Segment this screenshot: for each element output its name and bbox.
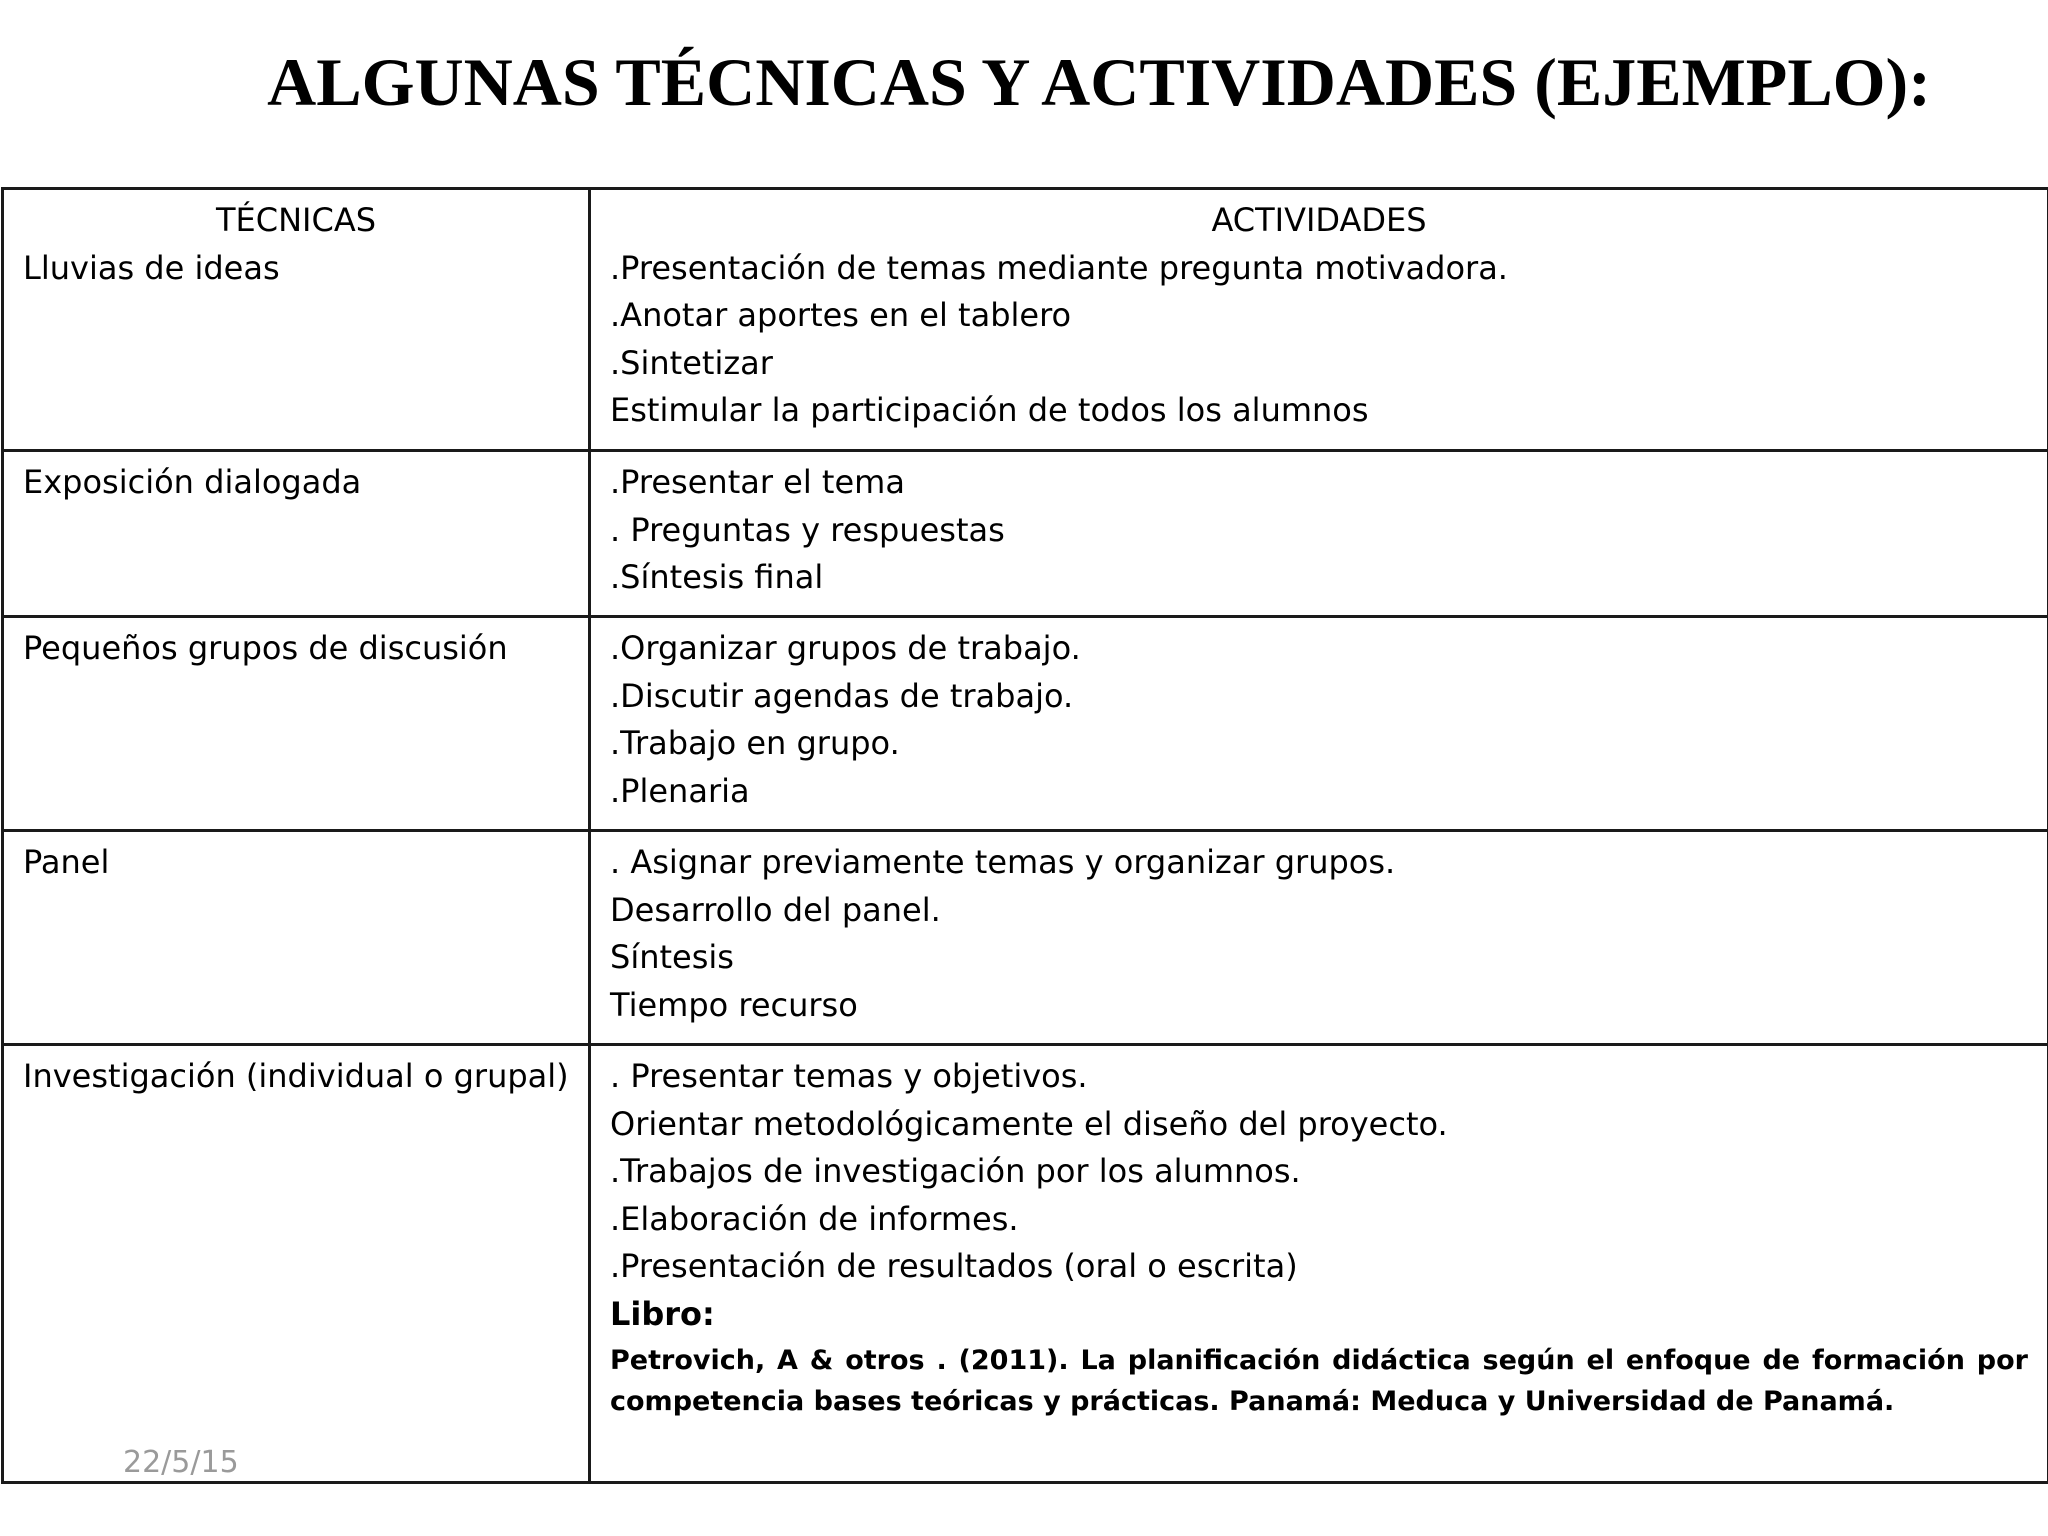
activity-item: Desarrollo del panel. bbox=[610, 890, 941, 929]
slide-title: ALGUNAS TÉCNICAS Y ACTIVIDADES (EJEMPLO): bbox=[267, 44, 1931, 120]
activities-cell bbox=[590, 831, 2048, 1045]
technique-cell bbox=[3, 1045, 590, 1483]
activity-item: .Anotar aportes en el tablero bbox=[610, 296, 1072, 334]
technique-cell bbox=[3, 189, 590, 451]
activity-item: .Trabajos de investigación por los alumnos. bbox=[610, 1152, 1301, 1190]
activities-cell bbox=[590, 617, 2048, 831]
technique-cell bbox=[3, 617, 590, 831]
table-row bbox=[3, 831, 2048, 1045]
activity-item: .Organizar grupos de trabajo. bbox=[610, 629, 1081, 667]
technique-name: Exposición dialogada bbox=[23, 463, 362, 501]
technique-name: Investigación (individual o grupal) bbox=[23, 1057, 569, 1095]
technique-cell bbox=[3, 451, 590, 617]
activity-item: Síntesis bbox=[610, 938, 734, 976]
activity-item: . Preguntas y respuestas bbox=[610, 510, 1005, 549]
activity-item: .Sintetizar bbox=[610, 343, 773, 382]
activity-item: .Presentación de resultados (oral o escrita) bbox=[610, 1247, 1298, 1285]
technique-cell bbox=[3, 831, 590, 1045]
column-header-tecnicas: TÉCNICAS bbox=[215, 201, 377, 239]
activities-cell bbox=[590, 1045, 2048, 1483]
table-row bbox=[3, 617, 2048, 831]
activity-item: .Trabajo en grupo. bbox=[610, 724, 900, 762]
activities-cell bbox=[590, 451, 2048, 617]
date-stamp: 22/5/15 bbox=[123, 1445, 239, 1480]
activity-item: Tiempo recurso bbox=[610, 985, 858, 1024]
activities-cell bbox=[590, 189, 2048, 451]
table-row bbox=[3, 451, 2048, 617]
book-label: Libro: bbox=[610, 1294, 715, 1333]
column-header-actividades: ACTIVIDADES bbox=[1211, 201, 1427, 239]
technique-name: Lluvias de ideas bbox=[23, 248, 280, 287]
activity-item: Orientar metodológicamente el diseño del proyecto. bbox=[610, 1104, 1448, 1143]
activity-item: Estimular la participación de todos los alumnos bbox=[610, 391, 1369, 429]
activity-item: .Elaboración de informes. bbox=[610, 1199, 1019, 1238]
activity-item: .Síntesis final bbox=[610, 558, 824, 596]
book-reference: Petrovich, A & otros . (2011). La planificación didáctica según el enfoque de formación por competencia bases teóricas y prácticas. Panamá: Meduca y Universidad de Panamá. bbox=[610, 1345, 2028, 1417]
activity-item: .Presentar el tema bbox=[610, 463, 905, 501]
activity-item: .Plenaria bbox=[610, 771, 750, 810]
technique-name: Pequeños grupos de discusión bbox=[23, 629, 508, 667]
table-row bbox=[3, 1045, 2048, 1483]
activity-item: .Presentación de temas mediante pregunta motivadora. bbox=[610, 248, 1508, 287]
activity-item: .Discutir agendas de trabajo. bbox=[610, 676, 1074, 715]
activity-item: . Presentar temas y objetivos. bbox=[610, 1057, 1088, 1095]
technique-name: Panel bbox=[23, 843, 110, 881]
table-row bbox=[3, 189, 2048, 451]
techniques-table bbox=[1, 187, 2048, 1484]
activity-item: . Asignar previamente temas y organizar grupos. bbox=[610, 843, 1396, 881]
